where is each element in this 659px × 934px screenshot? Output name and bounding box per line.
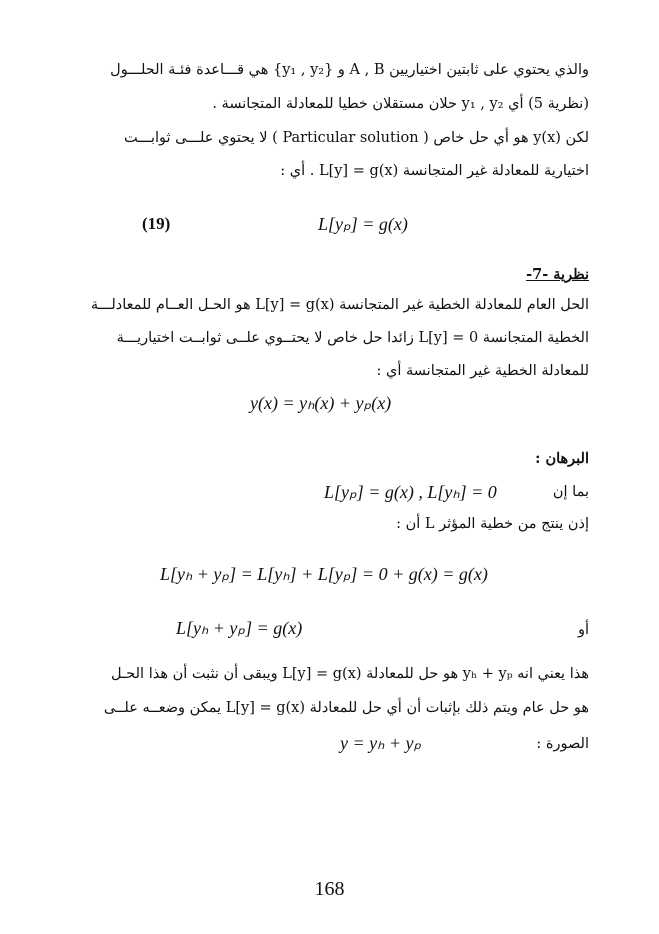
text-line-13: الصورة : [536,736,589,752]
text-line-3: لكن y(x) هو أي حل خاص ( Particular solution ) لا يحتوي علـــى ثوابـــت [123,130,589,146]
equation-given: L[yₚ] = g(x) , L[yₕ] = 0 [324,482,497,502]
equation-result: L[yₕ + yₚ] = g(x) [176,618,303,638]
text-line-9: إذن ينتج من خطية المؤثر L أن : [396,516,589,532]
equation-number-19: (19) [142,214,171,233]
equation-linearity: L[yₕ + yₚ] = L[yₕ] + L[yₚ] = 0 + g(x) = g(x) [160,564,488,584]
page-number: 168 [314,878,345,900]
text-line-6: الخطية المتجانسة L[y] = 0 زائدا حل خاص لا يحتــوي علــى ثوابــت اختياريـــة [116,330,589,346]
text-line-1: والذي يحتوي على ثابتين اختياريين A , B و {y₁ , y₂} هي قـــاعدة فئـة الحلـــول [110,62,589,78]
equation-19: L[yₚ] = g(x) [318,214,408,234]
equation-general-solution: y(x) = yₕ(x) + yₚ(x) [250,393,392,413]
theorem-heading: نظرية -7- [526,266,589,283]
text-line-11: هذا يعني انه yₕ + yₚ هو حل للمعادلة L[y] = g(x) ويبقى أن نثبت أن هذا الحـل [111,666,589,682]
text-line-10: أو [577,622,589,638]
text-line-7: للمعادلة الخطية غير المتجانسة أي : [376,363,589,379]
text-line-2: (نظرية 5) أي y₁ , y₂ حلان مستقلان خطيا للمعادلة المتجانسة . [212,96,589,112]
text-line-4: اختيارية للمعادلة غير المتجانسة L[y] = g(x) . أي : [280,163,589,179]
text-line-12: هو حل عام ويتم ذلك بإثبات أن أي حل للمعادلة L[y] = g(x) يمكن وضعــه علــى [103,700,589,716]
text-line-8: بما إن [552,484,589,500]
equation-solution-form: y = yₕ + yₚ [340,733,422,753]
proof-heading: البرهان : [535,450,589,467]
text-line-5: الحل العام للمعادلة الخطية غير المتجانسة L[y] = g(x) هو الحـل العــام للمعادلـــة [90,297,589,313]
